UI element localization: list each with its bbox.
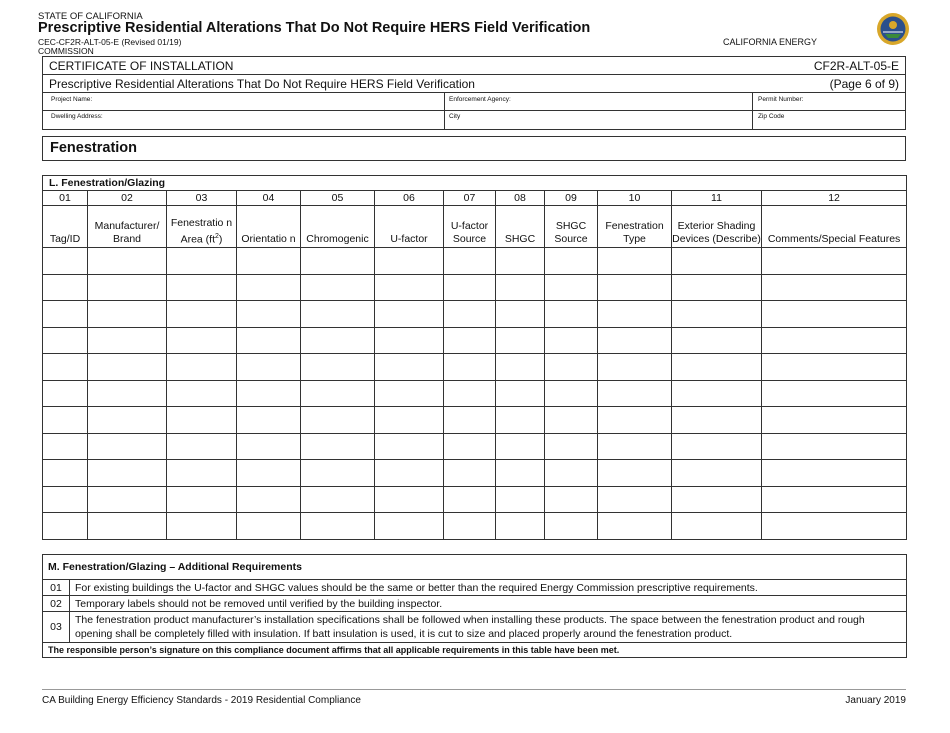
table-cell[interactable]: [496, 460, 545, 487]
table-cell[interactable]: [43, 433, 88, 460]
requirement-text: For existing buildings the U-factor and SHGC values should be the same or better than the required Energy Commission prescriptive requirements.: [70, 580, 907, 596]
table-cell[interactable]: [375, 274, 444, 301]
table-cell[interactable]: [237, 407, 301, 434]
table-cell[interactable]: [496, 513, 545, 540]
column-header: [672, 206, 762, 248]
form-id: CEC-CF2R-ALT-05-E (Revised 01/19): [38, 37, 182, 47]
table-cell[interactable]: [167, 248, 237, 275]
requirement-number: 02: [43, 596, 70, 612]
table-cell[interactable]: [237, 248, 301, 275]
table-cell[interactable]: [301, 301, 375, 328]
table-cell[interactable]: [762, 327, 907, 354]
area-unit-close: ): [218, 233, 223, 245]
table-l-title: L. Fenestration/Glazing: [43, 176, 907, 191]
table-cell[interactable]: [496, 380, 545, 407]
table-cell[interactable]: [301, 248, 375, 275]
table-cell[interactable]: [375, 513, 444, 540]
table-cell[interactable]: [444, 274, 496, 301]
table-cell[interactable]: [545, 248, 598, 275]
column-number: 06: [375, 191, 444, 206]
energy-commission-seal-icon: [876, 12, 910, 46]
certificate-title-row: [43, 57, 905, 75]
table-cell[interactable]: [43, 380, 88, 407]
table-cell[interactable]: [762, 407, 907, 434]
page-number: (Page 6 of 9): [829, 77, 899, 91]
table-row: [43, 380, 907, 407]
table-cell[interactable]: [672, 248, 762, 275]
table-cell[interactable]: [545, 327, 598, 354]
zip-code-field[interactable]: Zip Code: [758, 113, 785, 120]
table-cell[interactable]: [545, 513, 598, 540]
table-cell[interactable]: [672, 327, 762, 354]
fenestration-glazing-table: [42, 175, 907, 540]
table-cell[interactable]: [375, 301, 444, 328]
requirement-number: 03: [43, 612, 70, 643]
table-cell[interactable]: [598, 274, 672, 301]
table-cell[interactable]: [167, 433, 237, 460]
table-cell[interactable]: [301, 380, 375, 407]
table-cell[interactable]: [672, 407, 762, 434]
table-cell[interactable]: [672, 433, 762, 460]
certificate-subtitle-row: [43, 75, 905, 93]
table-cell[interactable]: [167, 301, 237, 328]
column-header: [762, 206, 907, 248]
certificate-title: CERTIFICATE OF INSTALLATION: [49, 59, 234, 73]
table-cell[interactable]: [43, 274, 88, 301]
table-cell[interactable]: [167, 327, 237, 354]
table-cell[interactable]: [88, 301, 167, 328]
table-row: [43, 327, 907, 354]
column-header-row: [43, 206, 907, 248]
table-cell[interactable]: [444, 380, 496, 407]
table-cell[interactable]: [672, 486, 762, 513]
column-number: 01: [43, 191, 88, 206]
table-cell[interactable]: [301, 513, 375, 540]
table-cell[interactable]: [762, 460, 907, 487]
table-cell[interactable]: [444, 513, 496, 540]
column-header: [444, 206, 496, 248]
table-cell[interactable]: [496, 407, 545, 434]
table-cell[interactable]: [444, 486, 496, 513]
table-cell[interactable]: [762, 274, 907, 301]
table-cell[interactable]: [545, 301, 598, 328]
requirement-row: [43, 596, 907, 612]
table-cell[interactable]: [301, 327, 375, 354]
table-cell[interactable]: [88, 433, 167, 460]
table-cell[interactable]: [375, 380, 444, 407]
table-cell[interactable]: [88, 380, 167, 407]
table-row: [43, 301, 907, 328]
column-header-label: Comments/Special Features: [767, 233, 901, 245]
certificate-code: CF2R-ALT-05-E: [813, 59, 899, 73]
table-cell[interactable]: [762, 486, 907, 513]
table-cell[interactable]: [375, 354, 444, 381]
table-cell[interactable]: [167, 274, 237, 301]
column-header-label: Tag/ID: [49, 233, 81, 245]
column-header-label: Fenestration Type: [605, 220, 664, 245]
table-cell[interactable]: [598, 486, 672, 513]
column-number: 07: [444, 191, 496, 206]
column-number-row: [43, 191, 907, 206]
table-cell[interactable]: [237, 380, 301, 407]
table-cell[interactable]: [598, 327, 672, 354]
requirement-row: [43, 612, 907, 643]
table-cell[interactable]: [237, 354, 301, 381]
table-cell[interactable]: [301, 354, 375, 381]
table-cell[interactable]: [301, 274, 375, 301]
table-cell[interactable]: [598, 407, 672, 434]
additional-requirements-table: [42, 554, 907, 658]
table-body: [43, 248, 907, 540]
column-number: 10: [598, 191, 672, 206]
table-cell[interactable]: [237, 433, 301, 460]
column-header-label: U-factor: [390, 233, 428, 245]
column-number: 09: [545, 191, 598, 206]
table-row: [43, 248, 907, 275]
permit-number-field[interactable]: Permit Number:: [758, 96, 804, 103]
table-row: [43, 486, 907, 513]
table-cell[interactable]: [545, 380, 598, 407]
table-cell[interactable]: [672, 274, 762, 301]
table-cell[interactable]: [672, 460, 762, 487]
table-cell[interactable]: [545, 354, 598, 381]
table-cell[interactable]: [762, 248, 907, 275]
section-heading: [42, 136, 906, 161]
table-cell[interactable]: [598, 433, 672, 460]
table-cell[interactable]: [444, 327, 496, 354]
column-number: 02: [88, 191, 167, 206]
area-unit-superscript: 2: [215, 232, 219, 240]
table-row: [43, 460, 907, 487]
certificate-header: [42, 56, 906, 130]
table-cell[interactable]: [88, 248, 167, 275]
column-number: 05: [301, 191, 375, 206]
table-cell[interactable]: [598, 460, 672, 487]
table-cell[interactable]: [237, 460, 301, 487]
table-m-title: M. Fenestration/Glazing – Additional Requirements: [43, 555, 907, 580]
requirement-text: Temporary labels should not be removed until verified by the building inspector.: [70, 596, 907, 612]
project-name-field[interactable]: Project Name:: [51, 96, 93, 103]
table-cell[interactable]: [496, 433, 545, 460]
table-row: [43, 407, 907, 434]
table-cell[interactable]: [375, 460, 444, 487]
form-title: Prescriptive Residential Alterations That Do Not Require HERS Field Verification: [38, 20, 591, 36]
requirement-row: [43, 580, 907, 596]
table-cell[interactable]: [444, 248, 496, 275]
table-cell[interactable]: [545, 407, 598, 434]
column-number: 08: [496, 191, 545, 206]
table-cell[interactable]: [43, 513, 88, 540]
table-cell[interactable]: [43, 301, 88, 328]
column-header-label: SHGC: [504, 233, 536, 245]
table-cell[interactable]: [762, 513, 907, 540]
table-cell[interactable]: [43, 354, 88, 381]
table-cell[interactable]: [88, 407, 167, 434]
table-cell[interactable]: [88, 460, 167, 487]
column-header-label: SHGC Source: [554, 220, 588, 245]
table-cell[interactable]: [301, 460, 375, 487]
table-cell[interactable]: [672, 380, 762, 407]
column-header-label: Chromogenic: [306, 233, 369, 245]
table-cell[interactable]: [375, 248, 444, 275]
compliance-affirmation: The responsible person’s signature on this compliance document affirms that all applicable requirements in this table have been met.: [43, 643, 907, 658]
table-cell[interactable]: [88, 274, 167, 301]
column-number: 03: [167, 191, 237, 206]
column-header: [545, 206, 598, 248]
column-header: [496, 206, 545, 248]
table-cell[interactable]: [598, 380, 672, 407]
table-cell[interactable]: [167, 513, 237, 540]
dwelling-address-field[interactable]: Dwelling Address:: [51, 113, 103, 120]
column-header: [167, 206, 237, 248]
column-header: [237, 206, 301, 248]
table-cell[interactable]: [598, 513, 672, 540]
requirement-number: 01: [43, 580, 70, 596]
table-cell[interactable]: [43, 460, 88, 487]
footer-standards: CA Building Energy Efficiency Standards - 2019 Residential Compliance: [42, 695, 361, 706]
table-cell[interactable]: [167, 460, 237, 487]
table-cell[interactable]: [545, 433, 598, 460]
table-row: [43, 513, 907, 540]
column-header-label: Exterior Shading Devices (Describe): [672, 220, 761, 245]
table-cell[interactable]: [496, 248, 545, 275]
footer-date: January 2019: [845, 695, 906, 706]
table-row: [43, 433, 907, 460]
table-cell[interactable]: [237, 327, 301, 354]
column-header-label: U-factor Source: [450, 220, 489, 245]
column-header: [598, 206, 672, 248]
table-cell[interactable]: [444, 301, 496, 328]
certificate-subtitle: Prescriptive Residential Alterations That Do Not Require HERS Field Verification: [49, 77, 475, 91]
table-cell[interactable]: [598, 301, 672, 328]
table-row: [43, 354, 907, 381]
state-label: STATE OF CALIFORNIA: [38, 11, 143, 22]
table-cell[interactable]: [672, 301, 762, 328]
table-cell[interactable]: [301, 486, 375, 513]
table-cell[interactable]: [301, 433, 375, 460]
city-field[interactable]: City: [449, 113, 461, 120]
table-cell[interactable]: [496, 274, 545, 301]
commission-label: COMMISSION: [38, 46, 94, 56]
table-cell[interactable]: [762, 301, 907, 328]
column-header: [375, 206, 444, 248]
table-cell[interactable]: [43, 327, 88, 354]
column-number: 11: [672, 191, 762, 206]
column-header: [301, 206, 375, 248]
table-cell[interactable]: [375, 407, 444, 434]
table-cell[interactable]: [43, 486, 88, 513]
column-header: [88, 206, 167, 248]
table-cell[interactable]: [167, 407, 237, 434]
column-number: 04: [237, 191, 301, 206]
requirement-text: The fenestration product manufacturer’s installation specifications shall be followed when installing these products. The space between the fenestration product and rough opening shall be completely filled with insulation. If batt insulation is used, it is cut to size and placed properly around the fenestration product.: [70, 612, 907, 643]
table-cell[interactable]: [444, 433, 496, 460]
table-cell[interactable]: [672, 354, 762, 381]
table-cell[interactable]: [444, 407, 496, 434]
table-cell[interactable]: [545, 460, 598, 487]
table-cell[interactable]: [237, 513, 301, 540]
table-cell[interactable]: [496, 486, 545, 513]
table-cell[interactable]: [167, 380, 237, 407]
table-cell[interactable]: [88, 486, 167, 513]
table-cell[interactable]: [88, 513, 167, 540]
column-header-label: Manufacturer/ Brand: [94, 220, 160, 245]
column-number: 12: [762, 191, 907, 206]
table-cell[interactable]: [444, 460, 496, 487]
table-cell[interactable]: [237, 301, 301, 328]
table-cell[interactable]: [545, 486, 598, 513]
table-cell[interactable]: [672, 513, 762, 540]
table-cell[interactable]: [167, 354, 237, 381]
table-cell[interactable]: [496, 301, 545, 328]
column-header: [43, 206, 88, 248]
table-cell[interactable]: [598, 354, 672, 381]
table-cell[interactable]: [88, 354, 167, 381]
table-cell[interactable]: [375, 327, 444, 354]
column-header-label: Fenestratio n Area (ft: [170, 216, 233, 245]
table-cell[interactable]: [598, 248, 672, 275]
table-cell[interactable]: [167, 486, 237, 513]
table-cell[interactable]: [43, 407, 88, 434]
table-cell[interactable]: [762, 354, 907, 381]
table-cell[interactable]: [237, 486, 301, 513]
table-cell[interactable]: [301, 407, 375, 434]
table-cell[interactable]: [545, 274, 598, 301]
table-cell[interactable]: [237, 274, 301, 301]
table-cell[interactable]: [88, 327, 167, 354]
table-cell[interactable]: [375, 486, 444, 513]
table-cell[interactable]: [375, 433, 444, 460]
table-cell[interactable]: [43, 248, 88, 275]
table-cell[interactable]: [762, 433, 907, 460]
table-cell[interactable]: [444, 354, 496, 381]
agency-label: CALIFORNIA ENERGY: [723, 37, 818, 47]
column-header-label: Orientatio n: [241, 233, 296, 245]
table-cell[interactable]: [762, 380, 907, 407]
table-row: [43, 274, 907, 301]
enforcement-agency-field[interactable]: Enforcement Agency:: [449, 96, 511, 103]
table-cell[interactable]: [496, 327, 545, 354]
table-cell[interactable]: [496, 354, 545, 381]
footer-divider: [42, 689, 906, 690]
section-title: Fenestration: [50, 140, 138, 156]
